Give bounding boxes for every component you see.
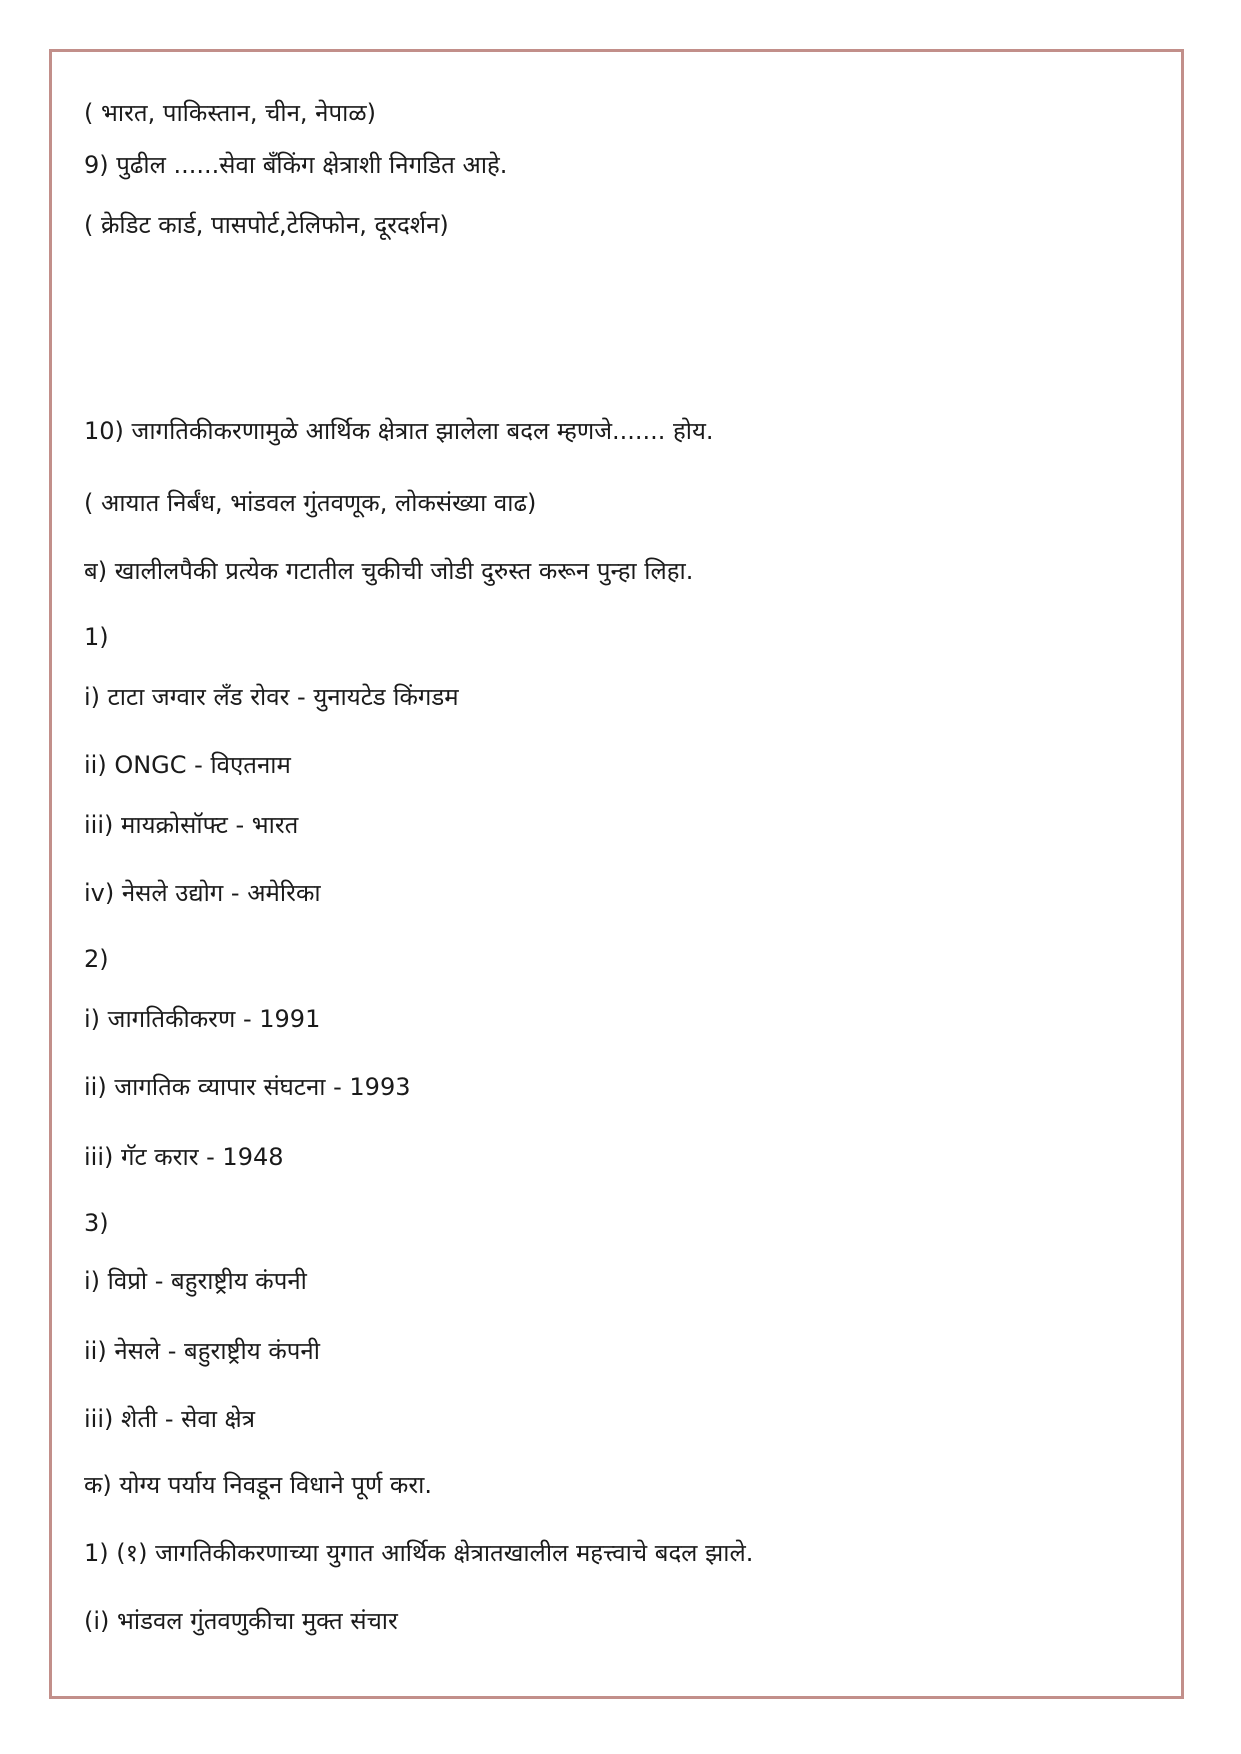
group-2-item-i: i) जागतिकीकरण - 1991	[84, 1005, 321, 1033]
group-1-item-iii: iii) मायक्रोसॉफ्ट - भारत	[84, 811, 299, 839]
question-10: 10) जागतिकीकरणामुळे आर्थिक क्षेत्रात झालेला बदल म्हणजे....... होय.	[84, 417, 714, 445]
section-k-option-i: (i) भांडवल गुंतवणुकीचा मुक्त संचार	[84, 1607, 398, 1635]
section-k-heading: क) योग्य पर्याय निवडून विधाने पूर्ण करा.	[84, 1471, 433, 1499]
group-2-label: 2)	[84, 945, 109, 973]
group-3-item-iii: iii) शेती - सेवा क्षेत्र	[84, 1405, 255, 1433]
section-k-question-1: 1) (१) जागतिकीकरणाच्या युगात आर्थिक क्षेत्रातखालील महत्त्वाचे बदल झाले.	[84, 1539, 754, 1567]
page-border	[49, 49, 1184, 1699]
group-3-item-ii: ii) नेसले - बहुराष्ट्रीय कंपनी	[84, 1337, 320, 1365]
group-3-label: 3)	[84, 1209, 109, 1237]
group-2-item-ii: ii) जागतिक व्यापार संघटना - 1993	[84, 1073, 411, 1101]
group-1-item-iv: iv) नेसले उद्योग - अमेरिका	[84, 879, 321, 907]
group-1-item-ii: ii) ONGC - विएतनाम	[84, 751, 291, 779]
question-9: 9) पुढील ......सेवा बँकिंग क्षेत्राशी निगडित आहे.	[84, 151, 508, 179]
group-1-item-i: i) टाटा जग्वार लँड रोवर - युनायटेड किंगडम	[84, 683, 459, 711]
options-line-q10: ( आयात निर्बंध, भांडवल गुंतवणूक, लोकसंख्या वाढ)	[84, 489, 537, 517]
options-line-q9: ( क्रेडिट कार्ड, पासपोर्ट,टेलिफोन, दूरदर्शन)	[84, 211, 449, 239]
group-3-item-i: i) विप्रो - बहुराष्ट्रीय कंपनी	[84, 1267, 307, 1295]
group-1-label: 1)	[84, 623, 109, 651]
options-line-q8: ( भारत, पाकिस्तान, चीन, नेपाळ)	[84, 99, 376, 127]
section-b-heading: ब) खालीलपैकी प्रत्येक गटातील चुकीची जोडी दुरुस्त करून पुन्हा लिहा.	[84, 557, 694, 585]
group-2-item-iii: iii) गॅट करार - 1948	[84, 1143, 284, 1171]
